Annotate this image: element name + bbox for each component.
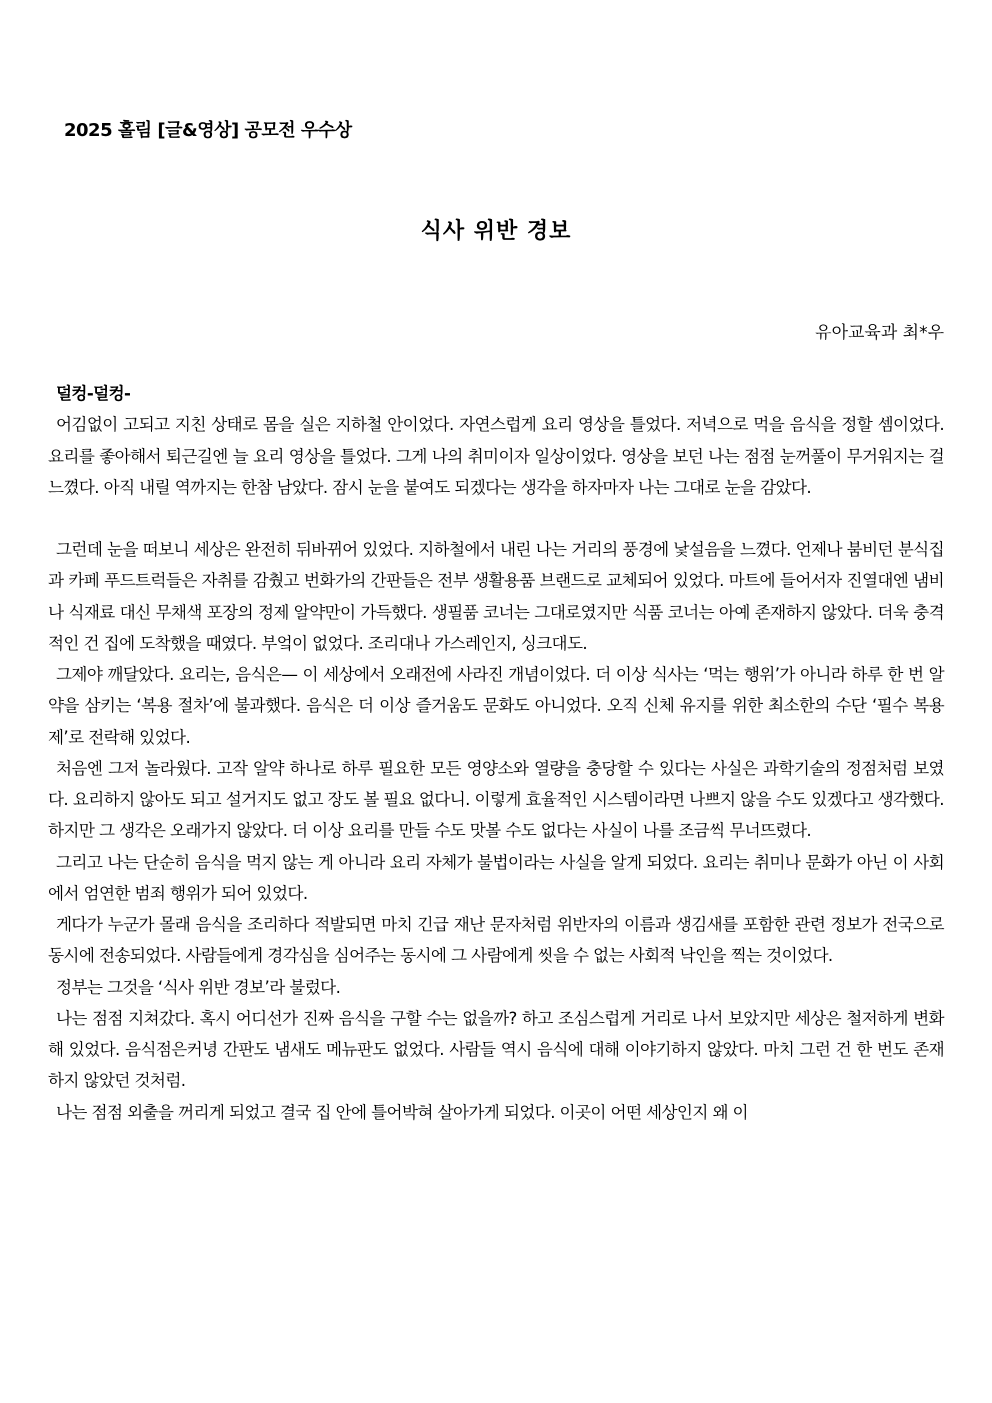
- paragraph-onomatopoeia: 덜컹-덜컹-: [56, 384, 131, 403]
- paragraph: 게다가 누군가 몰래 음식을 조리하다 적발되면 마치 긴급 재난 문자처럼 위반자의 이름과 생김새를 포함한 관련 정보가 전국으로 동시에 전송되었다. 사람들에게 경각심을 심어주는 동시에 그 사람에게 씻을 수 없는 사회적 낙인을 찍는 것이었다.: [48, 915, 944, 966]
- author-line: 유아교육과 최*우: [815, 323, 944, 343]
- paragraph: 처음엔 그저 놀라웠다. 고작 알약 하나로 하루 필요한 모든 영양소와 열량을 충당할 수 있다는 사실은 과학기술의 정점처럼 보였다. 요리하지 않아도 되고 설거지도 없고 장도 볼 필요 없다니. 이렇게 효율적인 시스템이라면 나쁘지 않을 수도 있겠다고 생각했다. 하지만 그 생각은 오래가지 않았다. 더 이상 요리를 만들 수도 맛볼 수도 없다는 사실이 나를 조금씩 무너뜨렸다.: [48, 758, 944, 841]
- essay-body: [48, 378, 944, 1128]
- paragraph: 정부는 그것을 ‘식사 위반 경보’라 불렀다.: [56, 977, 341, 997]
- paragraph: 그런데 눈을 떠보니 세상은 완전히 뒤바뀌어 있었다. 지하철에서 내린 나는 거리의 풍경에 낯설음을 느꼈다. 언제나 붐비던 분식집과 카페 푸드트럭들은 자취를 감췄고 번화가의 간판들은 전부 생활용품 브랜드로 교체되어 있었다. 마트에 들어서자 진열대엔 냄비나 식재료 대신 무채색 포장의 정제 알약만이 가득했다. 생필품 코너는 그대로였지만 식품 코너는 아예 존재하지 않았다. 더욱 충격적인 건 집에 도착했을 때였다. 부엌이 없었다. 조리대나 가스레인지, 싱크대도.: [48, 540, 944, 653]
- contest-award-label: 2025 홀림 [글&영상] 공모전 우수상: [64, 120, 352, 141]
- paragraph: 그제야 깨달았다. 요리는, 음식은— 이 세상에서 오래전에 사라진 개념이었다. 더 이상 식사는 ‘먹는 행위’가 아니라 하루 한 번 알약을 삼키는 ‘복용 절차’에 불과했다. 음식은 더 이상 즐거움도 문화도 아니었다. 오직 신체 유지를 위한 최소한의 수단 ‘필수 복용제’로 전락해 있었다.: [48, 665, 944, 747]
- paragraph: 나는 점점 지쳐갔다. 혹시 어디선가 진짜 음식을 구할 수는 없을까? 하고 조심스럽게 거리로 나서 보았지만 세상은 철저하게 변화해 있었다. 음식점은커녕 간판도 냄새도 메뉴판도 없었다. 사람들 역시 음식에 대해 이야기하지 않았다. 마치 그런 건 한 번도 존재하지 않았던 것처럼.: [48, 1008, 944, 1091]
- page-title: 식사 위반 경보: [420, 219, 572, 244]
- paragraph: 그리고 나는 단순히 음식을 먹지 않는 게 아니라 요리 자체가 불법이라는 사실을 알게 되었다. 요리는 취미나 문화가 아닌 이 사회에서 엄연한 범죄 행위가 되어 있었다.: [48, 852, 944, 903]
- paragraph: 나는 점점 외출을 꺼리게 되었고 결국 집 안에 틀어박혀 살아가게 되었다. 이곳이 어떤 세상인지 왜 이: [56, 1102, 748, 1122]
- paragraph: 어김없이 고되고 지친 상태로 몸을 실은 지하철 안이었다. 자연스럽게 요리 영상을 틀었다. 저녁으로 먹을 음식을 정할 셈이었다. 요리를 좋아해서 퇴근길엔 늘 요리 영상을 틀었다. 그게 나의 취미이자 일상이었다. 영상을 보던 나는 점점 눈꺼풀이 무거워지는 걸 느꼈다. 아직 내릴 역까지는 한참 남았다. 잠시 눈을 붙여도 되겠다는 생각을 하자마자 나는 그대로 눈을 감았다.: [48, 415, 944, 497]
